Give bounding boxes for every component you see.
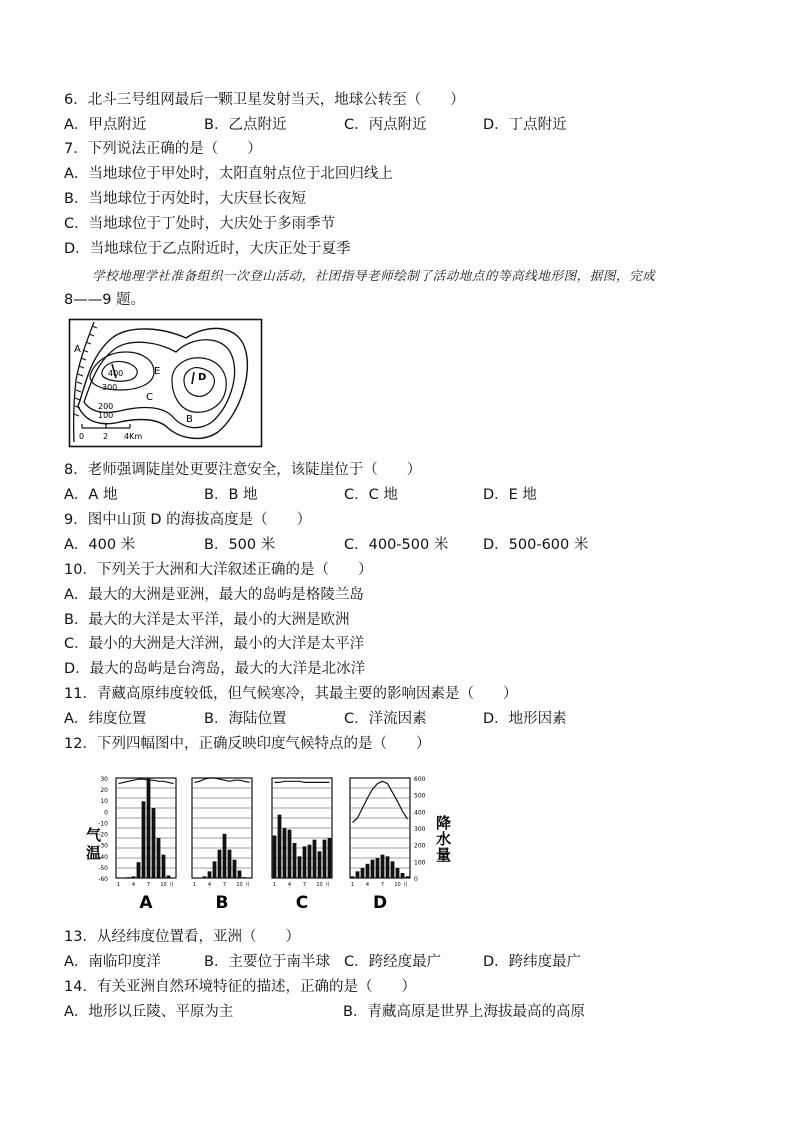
q8-option-a[interactable]: A．A 地 [64,487,118,503]
precip-tick-label: 300 [414,826,426,833]
q7-option-c[interactable]: C．当地球位于丁处时，大庆处于多雨季节 [64,216,336,232]
precip-bar [167,876,171,879]
temp-tick-label: -40 [98,853,108,861]
precip-bar [406,876,410,878]
precip-bar [308,845,312,878]
climate-panel-c [272,778,332,913]
month-tick-label: 4 [365,882,370,888]
question-13-stem: 13．从经纬度位置看，亚洲（ ） [64,929,300,945]
precip-bar [208,871,212,878]
precip-tick-label: 400 [414,809,426,817]
precip-bar [401,873,405,878]
precip-bar [361,868,365,878]
q13-option-a[interactable]: A．南临印度洋 [64,954,161,970]
climate-charts [72,758,452,918]
climate-panels [116,778,410,913]
contour-d-outer [172,358,226,413]
scale-label-2: 2 [103,432,109,441]
month-unit-label: 月 [402,882,408,888]
question-14-options [64,1002,744,1022]
q9-option-c[interactable]: C．400-500 米 [344,537,449,553]
month-unit-label: 月 [324,882,330,888]
month-unit-label: 月 [168,882,174,888]
question-8-options [64,485,744,505]
precip-bar [152,808,156,878]
summit-marker-d [192,372,194,384]
month-unit-label: 月 [244,882,250,888]
precip-tick-label: 100 [414,859,426,867]
precip-axis-label-2: 水 [436,830,452,848]
question-10-stem: 10．下列关于大洲和大洋叙述正确的是（ ） [64,562,373,578]
panel-label-d: D [372,893,388,913]
point-label-b: B [186,414,193,425]
precip-bar [391,861,395,878]
q7-option-d[interactable]: D．当地球位于乙点附近时，大庆正处于夏季 [64,241,351,257]
climate-panel-d [350,778,410,913]
month-tick-label: 4 [207,882,212,888]
temp-tick-label: -50 [98,864,108,872]
precip-bar [328,838,332,878]
point-label-e: E [154,366,161,377]
precip-bar [127,877,131,878]
q10-option-b[interactable]: B．最大的大洋是太平洋，最小的大洲是欧洲 [64,612,350,628]
month-tick-label: 7 [302,882,307,888]
precip-tick-label: 200 [414,842,426,850]
precip-tick-label: 600 [414,776,426,783]
precip-bar [213,861,217,878]
precip-bar [233,860,237,878]
q13-option-d[interactable]: D．跨纬度最广 [483,954,582,970]
precip-bar [283,828,287,878]
precip-axis-label-1: 降 [436,814,452,832]
precip-bar [203,876,207,878]
question-6-stem: 6．北斗三号组网最后一颗卫星发射当天，地球公转至（ ） [64,92,465,108]
question-8-stem: 8．老师强调陡崖处更要注意安全，该陡崖位于（ ） [64,462,422,478]
temp-tick-label: 0 [104,809,108,817]
precip-bar [371,860,375,878]
precip-bar [381,855,385,878]
temp-tick-label: -60 [98,876,108,883]
precip-bar [273,836,277,879]
precip-axis-label-3: 量 [436,846,452,864]
intro-8-9-line2: 8——9 题。 [64,292,146,308]
q8-option-d[interactable]: D．E 地 [483,487,537,503]
panel-label-c: C [295,893,309,913]
panel-label-b: B [215,893,229,913]
precip-bar [356,871,360,878]
precip-bar [278,815,282,878]
month-tick-label: 10 [160,882,167,888]
precip-bar [218,850,222,878]
q9-option-b[interactable]: B．500 米 [204,537,276,553]
q10-option-a[interactable]: A．最大的大洲是亚洲，最大的岛屿是格陵兰岛 [64,587,364,603]
climate-panel-a [116,778,176,913]
q13-option-b[interactable]: B．主要位于南半球 [204,954,330,970]
climate-panel-b [192,778,252,913]
precip-bar [162,855,166,878]
precip-bar [376,858,380,878]
contour-label-300: 300 [102,383,118,392]
precip-bar [323,840,327,878]
precip-bar [366,864,370,878]
q6-option-d[interactable]: D．丁点附近 [483,117,567,133]
question-6-options [64,115,744,135]
month-tick-label: 10 [394,882,401,888]
temperature-line [195,778,250,782]
precip-bar [318,851,322,878]
precip-bar [238,871,242,879]
temp-tick-label: -10 [98,820,108,828]
scale-label-4km: 4Km [124,432,143,441]
question-12-stem: 12．下列四幅图中，正确反映印度气候特点的是（ ） [64,736,431,752]
q7-option-b[interactable]: B．当地球位于丙处时，大庆昼长夜短 [64,191,306,207]
question-11-options [64,709,744,729]
temp-tick-label: 30 [100,776,108,783]
precip-tick-label: 0 [414,876,418,883]
temperature-line [119,779,174,784]
precip-bar [243,877,247,878]
q14-option-b[interactable]: B．青藏高原是世界上海拔最高的高原 [343,1004,585,1020]
month-tick-label: 1 [350,882,355,888]
month-tick-label: 7 [146,882,151,888]
precip-tick-label: 500 [414,792,426,800]
question-14-stem: 14．有关亚洲自然环境特征的描述，正确的是（ ） [64,979,416,995]
contour-map [68,318,264,448]
temp-tick-label: -20 [98,831,108,839]
month-tick-label: 4 [131,882,136,888]
precip-bar [142,801,146,878]
q6-option-a[interactable]: A．甲点附近 [64,117,147,133]
point-label-a: A [74,344,81,355]
question-7-stem: 7．下列说法正确的是（ ） [64,141,262,157]
precip-bar [303,846,307,878]
precip-bar [137,862,141,878]
precip-bar [298,856,302,878]
precip-bar [228,850,232,878]
q10-option-c[interactable]: C．最小的大洲是大洋洲，最小的大洋是太平洋 [64,636,365,652]
q7-option-a[interactable]: A．当地球位于甲处时，太阳直射点位于北回归线上 [64,166,393,182]
question-13-options [64,952,744,972]
q13-option-c[interactable]: C．跨经度最广 [344,954,442,970]
precip-bar [386,856,390,878]
intro-8-9-line1: 学校地理学社准备组织一次登山活动，社团指导老师绘制了活动地点的等高线地形图，据图，完成 [92,268,656,283]
contour-label-400: 400 [108,369,124,378]
temp-axis-label-2: 温 [86,844,102,862]
month-tick-label: 7 [222,882,227,888]
q11-option-a[interactable]: A．纬度位置 [64,711,147,727]
point-label-c: C [146,392,153,403]
precip-bar [313,840,317,878]
contour-label-200: 200 [98,402,114,411]
q11-option-c[interactable]: C．洋流因素 [344,711,427,727]
q6-option-b[interactable]: B．乙点附近 [204,117,287,133]
question-11-stem: 11．青藏高原纬度较低，但气候寒冷，其最主要的影响因素是（ ） [64,686,518,702]
temp-tick-label: 20 [100,787,108,795]
point-label-d: D [198,372,207,383]
q9-option-a[interactable]: A．400 米 [64,537,136,553]
precip-bar [147,778,151,878]
precip-bar [396,868,400,878]
q9-option-d[interactable]: D．500-600 米 [483,537,589,553]
temperature-line [353,781,408,822]
temperature-line [275,781,330,782]
temp-tick-label: -30 [98,842,108,850]
contour-label-100: 100 [98,411,114,420]
precip-bar [132,876,136,878]
precip-bar [288,830,292,878]
question-9-stem: 9．图中山顶 D 的海拔高度是（ ） [64,512,312,528]
q6-option-c[interactable]: C．丙点附近 [344,117,427,133]
precip-bar [223,834,227,878]
month-tick-label: 1 [192,882,197,888]
month-tick-label: 1 [116,882,121,888]
temp-axis-label-1: 气 [86,826,102,844]
month-tick-label: 7 [380,882,385,888]
q11-option-b[interactable]: B．海陆位置 [204,711,287,727]
q11-option-d[interactable]: D．地形因素 [483,711,567,727]
scale-label-0: 0 [79,432,85,441]
q10-option-d[interactable]: D．最大的岛屿是台湾岛，最大的大洋是北冰洋 [64,661,366,677]
month-tick-label: 1 [272,882,277,888]
precip-bar [293,843,297,878]
month-tick-label: 10 [316,882,323,888]
month-tick-label: 10 [236,882,243,888]
precip-bar [351,876,355,878]
q8-option-c[interactable]: C．C 地 [344,487,398,503]
precip-bar [157,838,161,878]
month-tick-label: 4 [287,882,292,888]
q14-option-a[interactable]: A．地形以丘陵、平原为主 [64,1004,234,1020]
panel-label-a: A [139,893,153,913]
q8-option-b[interactable]: B．B 地 [204,487,258,503]
question-9-options [64,535,744,555]
temp-tick-label: 10 [100,798,108,806]
